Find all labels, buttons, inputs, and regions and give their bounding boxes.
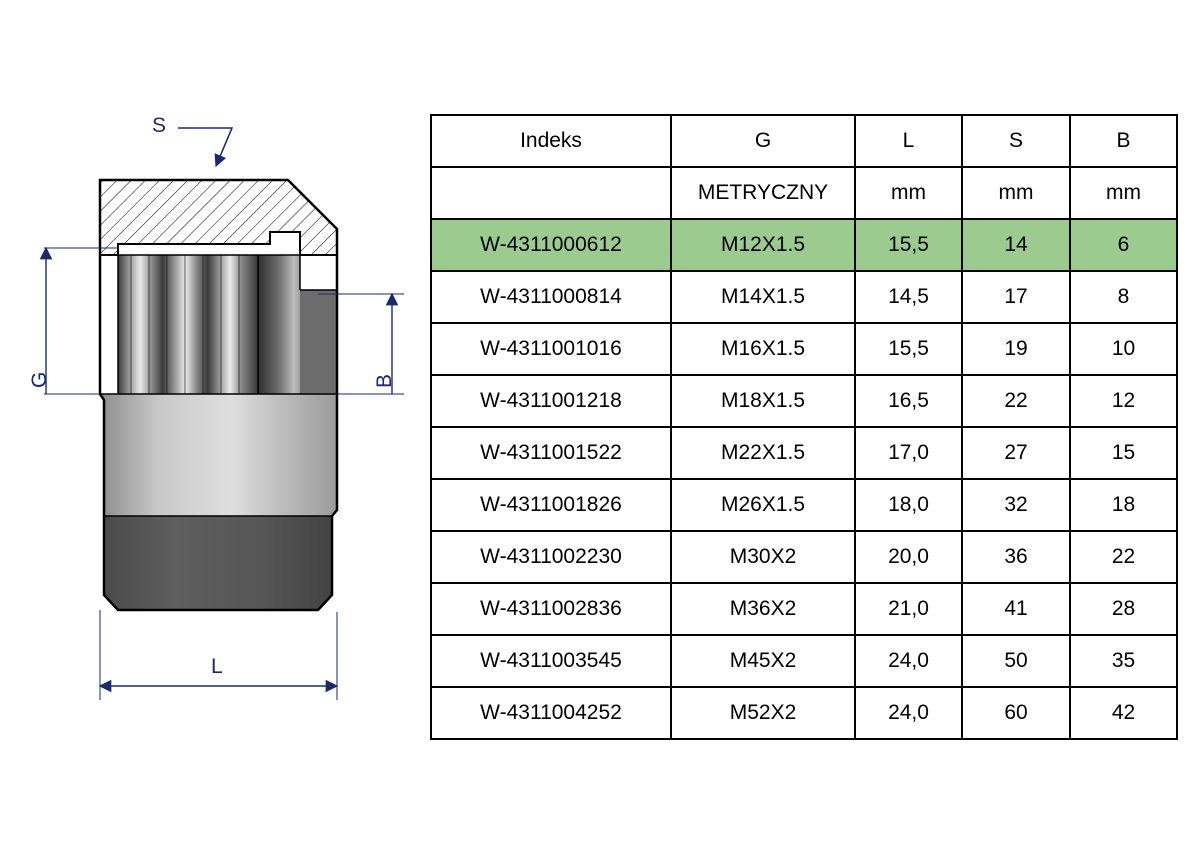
- cell-g: M30X2: [671, 531, 855, 583]
- cell-l: 24,0: [855, 635, 962, 687]
- nut-body: [100, 180, 337, 610]
- cell-g: M14X1.5: [671, 271, 855, 323]
- header-l: L: [855, 115, 962, 167]
- cell-s: 19: [962, 323, 1070, 375]
- cell-g: M12X1.5: [671, 219, 855, 271]
- unit-g: METRYCZNY: [671, 167, 855, 219]
- cell-index: W-4311001522: [431, 427, 671, 479]
- cell-g: M22X1.5: [671, 427, 855, 479]
- specification-table: [430, 114, 1178, 740]
- cell-l: 14,5: [855, 271, 962, 323]
- cell-index: W-4311001016: [431, 323, 671, 375]
- cell-b: 10: [1070, 323, 1177, 375]
- cell-g: M52X2: [671, 687, 855, 739]
- cell-b: 35: [1070, 635, 1177, 687]
- cell-l: 15,5: [855, 219, 962, 271]
- cell-l: 16,5: [855, 375, 962, 427]
- table-row[interactable]: [431, 219, 1177, 271]
- cell-b: 28: [1070, 583, 1177, 635]
- cell-b: 18: [1070, 479, 1177, 531]
- unit-l: mm: [855, 167, 962, 219]
- nut-section-drawing: [0, 0, 430, 842]
- technical-drawing: [0, 0, 430, 842]
- cell-b: 6: [1070, 219, 1177, 271]
- cell-index: W-4311000814: [431, 271, 671, 323]
- cell-b: 8: [1070, 271, 1177, 323]
- cell-l: 17,0: [855, 427, 962, 479]
- dimension-label-s: S: [152, 114, 167, 137]
- table-header-row: [431, 115, 1177, 167]
- cell-index: W-4311001218: [431, 375, 671, 427]
- header-b: B: [1070, 115, 1177, 167]
- table-row[interactable]: [431, 635, 1177, 687]
- cell-s: 41: [962, 583, 1070, 635]
- table-row[interactable]: [431, 583, 1177, 635]
- cell-s: 50: [962, 635, 1070, 687]
- cell-s: 27: [962, 427, 1070, 479]
- cell-s: 22: [962, 375, 1070, 427]
- cell-g: M36X2: [671, 583, 855, 635]
- cell-g: M16X1.5: [671, 323, 855, 375]
- cell-l: 18,0: [855, 479, 962, 531]
- cell-b: 15: [1070, 427, 1177, 479]
- cell-l: 24,0: [855, 687, 962, 739]
- cell-index: W-4311001826: [431, 479, 671, 531]
- cell-index: W-4311004252: [431, 687, 671, 739]
- cell-g: M45X2: [671, 635, 855, 687]
- dimension-label-l: L: [211, 655, 223, 678]
- cell-l: 20,0: [855, 531, 962, 583]
- table-row[interactable]: [431, 375, 1177, 427]
- cell-index: W-4311002230: [431, 531, 671, 583]
- table-row[interactable]: [431, 687, 1177, 739]
- header-index: Indeks: [431, 115, 671, 167]
- table-units-row: [431, 167, 1177, 219]
- cell-b: 42: [1070, 687, 1177, 739]
- cell-g: M26X1.5: [671, 479, 855, 531]
- cell-l: 21,0: [855, 583, 962, 635]
- cell-s: 17: [962, 271, 1070, 323]
- header-g: G: [671, 115, 855, 167]
- cell-index: W-4311000612: [431, 219, 671, 271]
- table-body: [431, 115, 1177, 739]
- cell-s: 14: [962, 219, 1070, 271]
- cell-b: 22: [1070, 531, 1177, 583]
- unit-s: mm: [962, 167, 1070, 219]
- cell-s: 60: [962, 687, 1070, 739]
- cell-index: W-4311003545: [431, 635, 671, 687]
- cell-g: M18X1.5: [671, 375, 855, 427]
- dimension-label-g: G: [28, 371, 51, 388]
- table-row[interactable]: [431, 479, 1177, 531]
- cell-b: 12: [1070, 375, 1177, 427]
- unit-index: [431, 167, 671, 219]
- unit-b: mm: [1070, 167, 1177, 219]
- table-row[interactable]: [431, 271, 1177, 323]
- table-row[interactable]: [431, 427, 1177, 479]
- cell-s: 32: [962, 479, 1070, 531]
- header-s: S: [962, 115, 1070, 167]
- dimension-label-b: B: [373, 373, 396, 388]
- cell-l: 15,5: [855, 323, 962, 375]
- cell-index: W-4311002836: [431, 583, 671, 635]
- table-row[interactable]: [431, 531, 1177, 583]
- table-row[interactable]: [431, 323, 1177, 375]
- cell-s: 36: [962, 531, 1070, 583]
